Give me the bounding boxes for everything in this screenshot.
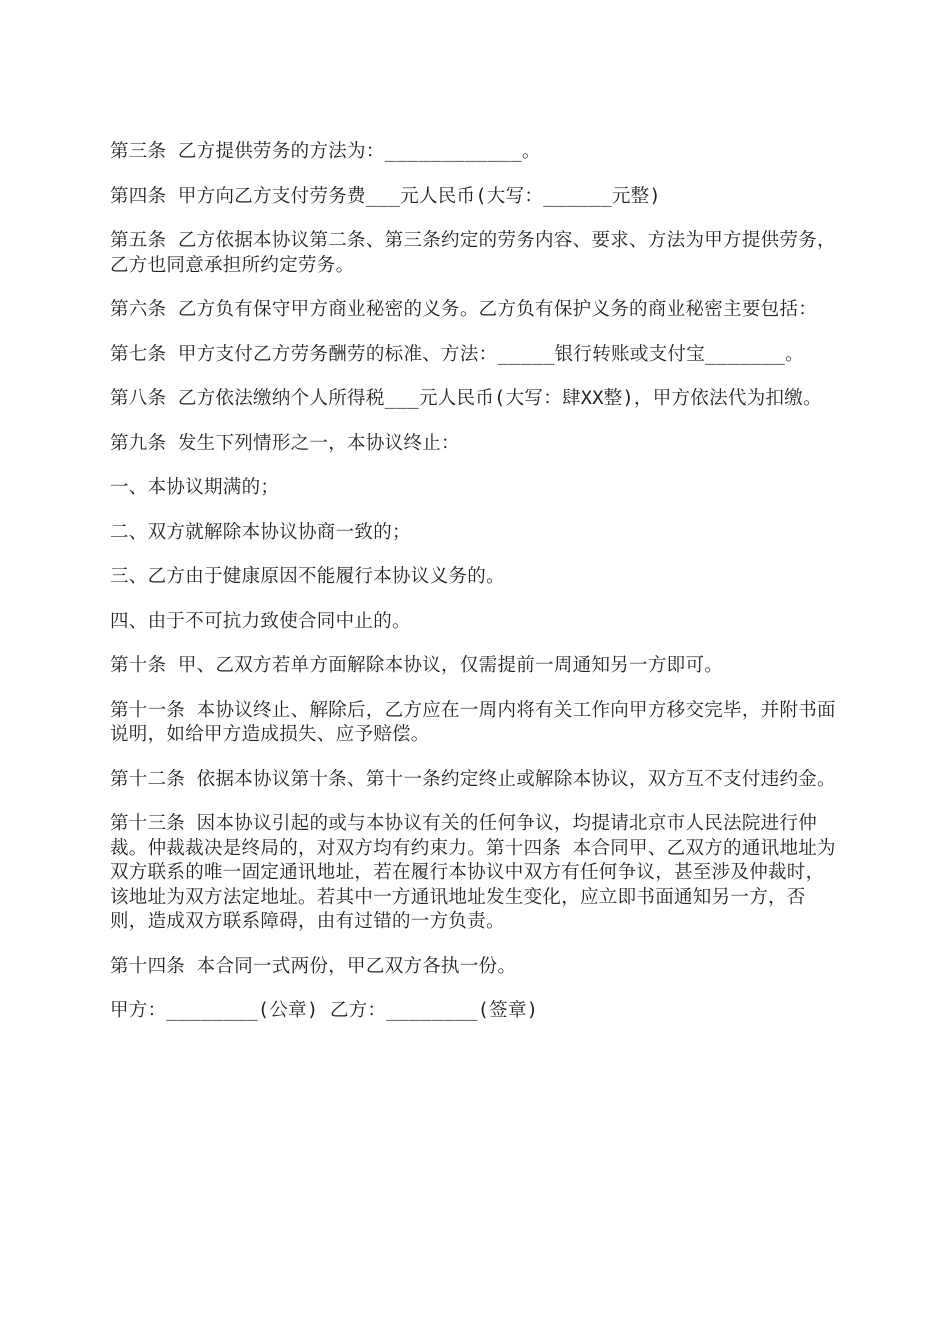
article-5: 第五条 乙方依据本协议第二条、第三条约定的劳务内容、要求、方法为甲方提供劳务，乙方也同意承担所约定劳务。 [110, 230, 836, 276]
article-8: 第八条 乙方依法缴纳个人所得税___元人民币(大写：肆XX整)，甲方依法代为扣缴。 [110, 388, 822, 409]
list-item: 二、双方就解除本协议协商一致的； [110, 521, 411, 543]
article-10: 第十条 甲、乙双方若单方面解除本协议，仅需提前一周通知另一方即可。 [110, 655, 724, 676]
article-12: 第十二条 依据本协议第十条、第十一条约定终止或解除本协议，双方互不支付违约金。 [110, 768, 836, 790]
article-6: 第六条 乙方负有保守甲方商业秘密的义务。乙方负有保护义务的商业秘密主要包括： [110, 299, 818, 320]
article-9: 第九条 发生下列情形之一，本协议终止： [110, 432, 460, 454]
list-item: 一、本协议期满的； [110, 477, 280, 498]
article-4: 第四条 甲方向乙方支付劳务费___元人民币(大写：______元整) [110, 185, 661, 207]
article-14: 第十四条 本合同一式两份，甲乙双方各执一份。 [110, 955, 517, 977]
signature-line: 甲方：________(公章) 乙方：________(签章) [110, 1000, 539, 1021]
article-7: 第七条 甲方支付乙方劳务酬劳的标准、方法：_____银行转账或支付宝_______。 [110, 343, 804, 365]
article-13: 第十三条 因本协议引起的或与本协议有关的任何争议，均提请北京市人民法院进行仲裁。仲裁裁决是终局的，对双方均有约束力。第十四条 本合同甲、乙双方的通讯地址为双方联系的唯一固定通讯地址，若在履行本协议中双方有任何争议，甚至涉及仲裁时，该地址为双方法定地址。若其中一方通讯地址发生变化，应立即书面通知另一方，否则，造成双方联系障碍，由有过错的一方负责。 [110, 813, 836, 932]
list-item: 四、由于不可抗力致使合同中止的。 [110, 610, 411, 632]
article-11: 第十一条 本协议终止、解除后，乙方应在一周内将有关工作向甲方移交完毕，并附书面说明，如给甲方造成损失、应予赔偿。 [110, 699, 836, 745]
list-item: 三、乙方由于健康原因不能履行本协议义务的。 [110, 566, 505, 587]
article-3: 第三条 乙方提供劳务的方法为：____________。 [110, 141, 541, 162]
document-body [110, 140, 840, 1044]
